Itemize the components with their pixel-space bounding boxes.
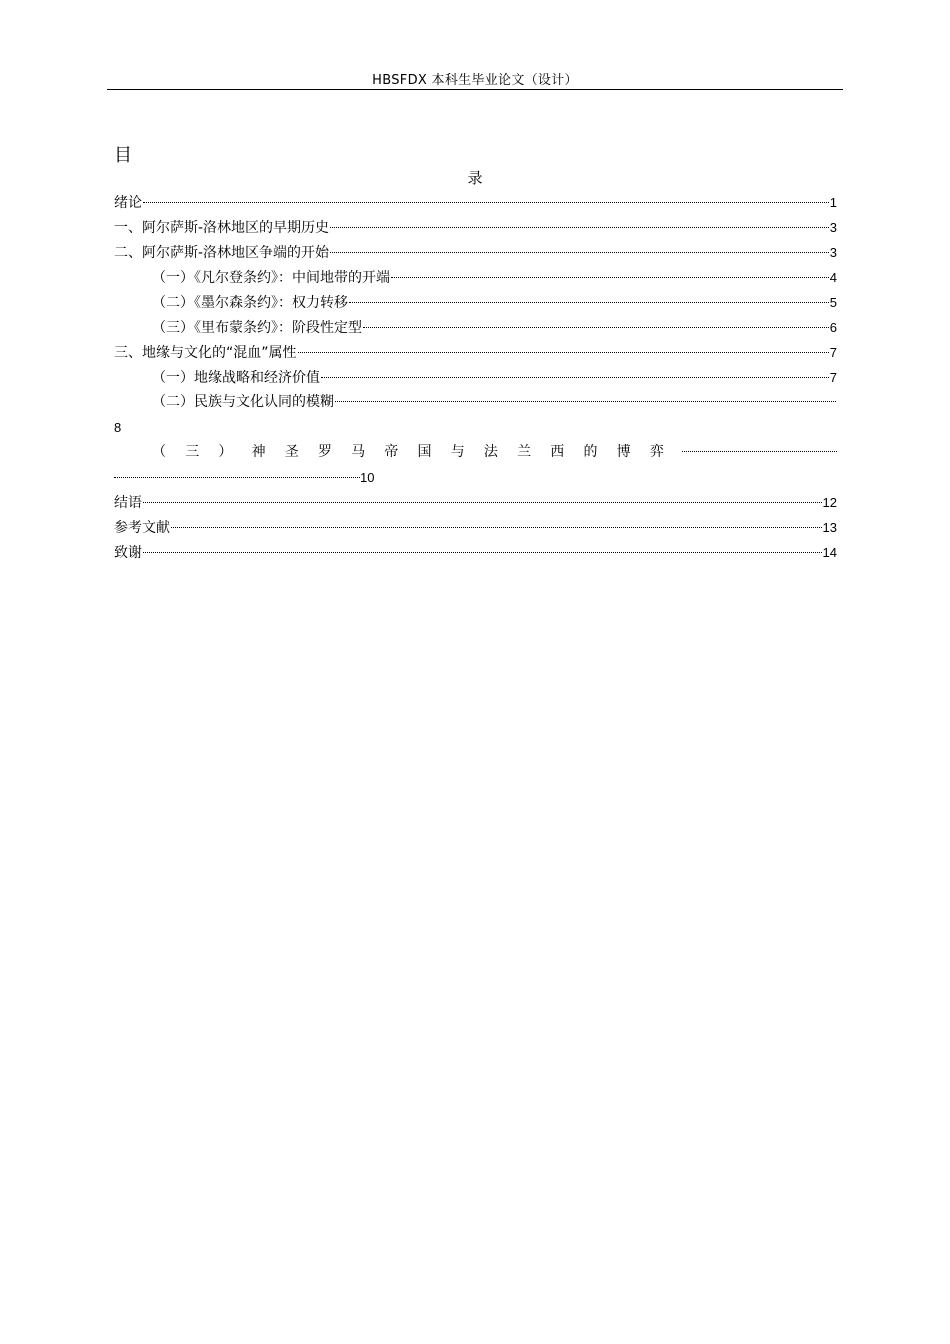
toc-entry-label: （二）民族与文化认同的模糊 [152,394,334,410]
toc-entry-label-char: 神 [251,444,266,460]
toc-entry-label: （三）《里布蒙条约》：阶段性定型 [152,320,362,336]
toc-entry-page: 7 [829,345,837,360]
toc-entry-label-char: 弈 [649,444,664,460]
toc-entry-label-char: 圣 [284,444,299,460]
dot-leader [143,202,829,203]
toc-entry-page: 3 [829,245,837,260]
toc-subentry-justified[interactable] [114,440,837,465]
toc-entry-page: 13 [822,520,837,535]
toc-entry-label: 致谢 [114,545,142,561]
toc-subentry[interactable] [114,365,837,390]
toc-entry-label: （二）《墨尔森条约》：权力转移 [152,295,348,311]
page-header: HBSFDX 本科生毕业论文（设计） [372,73,578,88]
toc-subentry[interactable] [114,290,837,315]
dot-leader [143,502,822,503]
toc-entry-label: 结语 [114,495,142,511]
toc-entry-label-char: 三 [185,444,200,460]
toc-entry-page: 7 [829,370,837,385]
toc-entry-page: 10 [360,470,375,485]
toc-entry[interactable] [114,490,837,515]
dot-leader [363,327,829,328]
toc-entry-page: 6 [829,320,837,335]
toc-entry-label: 参考文献 [114,520,170,536]
toc-entry-label-char: ） [218,444,233,460]
toc-entry[interactable] [114,515,837,540]
toc-entry-page-wrapped: 8 [114,420,122,435]
toc-entry-label: 二、阿尔萨斯-洛林地区争端的开始 [114,245,330,261]
toc-entry-label-char: 帝 [384,444,399,460]
toc-entry-page: 5 [829,295,837,310]
toc-entry-label: （一）地缘战略和经济价值 [152,370,320,386]
toc-entry-label-char: 博 [616,444,631,460]
dot-leader [143,552,822,553]
toc-title-second-char: 录 [467,169,483,187]
toc-entry[interactable] [114,190,837,215]
dot-leader [330,227,829,228]
toc-entry-label-char: 马 [351,444,366,460]
toc-entry-page: 12 [822,495,837,510]
dot-leader [321,377,829,378]
toc-entry-label-char: （ [152,444,166,460]
toc-entry[interactable] [114,540,837,565]
dot-leader [330,252,829,253]
toc-entry-label-char: 与 [450,444,465,460]
toc-entry-continuation [114,465,837,490]
dot-leader [391,277,829,278]
header-rule [107,89,843,90]
toc-subentry[interactable] [114,390,837,415]
toc-entry-page: 1 [829,195,837,210]
toc-entry[interactable] [114,240,837,265]
toc-entry-page: 4 [829,270,837,285]
toc-entry-label: 三、地缘与文化的“混血”属性 [114,345,297,361]
toc-entry[interactable] [114,340,837,365]
toc-entry-label-char: 西 [550,444,565,460]
dot-leader [114,477,360,478]
toc-title-first-char: 目 [114,145,132,166]
toc-entry-label-char: 罗 [317,444,332,460]
toc-entry-label: 一、阿尔萨斯-洛林地区的早期历史 [114,220,330,236]
dot-leader [349,302,829,303]
toc-subentry[interactable] [114,315,837,340]
toc-entry-label: （一）《凡尔登条约》：中间地带的开端 [152,270,390,286]
toc-entry-label-char: 兰 [517,444,532,460]
table-of-contents [114,190,837,565]
toc-subentry[interactable] [114,265,837,290]
toc-entry-page: 3 [829,220,837,235]
toc-entry-label-char: 法 [483,444,498,460]
toc-entry-page: 14 [822,545,837,560]
dot-leader [171,527,822,528]
toc-entry[interactable] [114,215,837,240]
dot-leader [335,401,836,402]
dot-leader [298,352,829,353]
toc-entry-label: 绪论 [114,195,142,211]
toc-entry-label-char: 国 [417,444,432,460]
toc-entry-label-char: 的 [583,444,598,460]
toc-entry-label [152,440,664,465]
dot-leader [682,451,837,452]
